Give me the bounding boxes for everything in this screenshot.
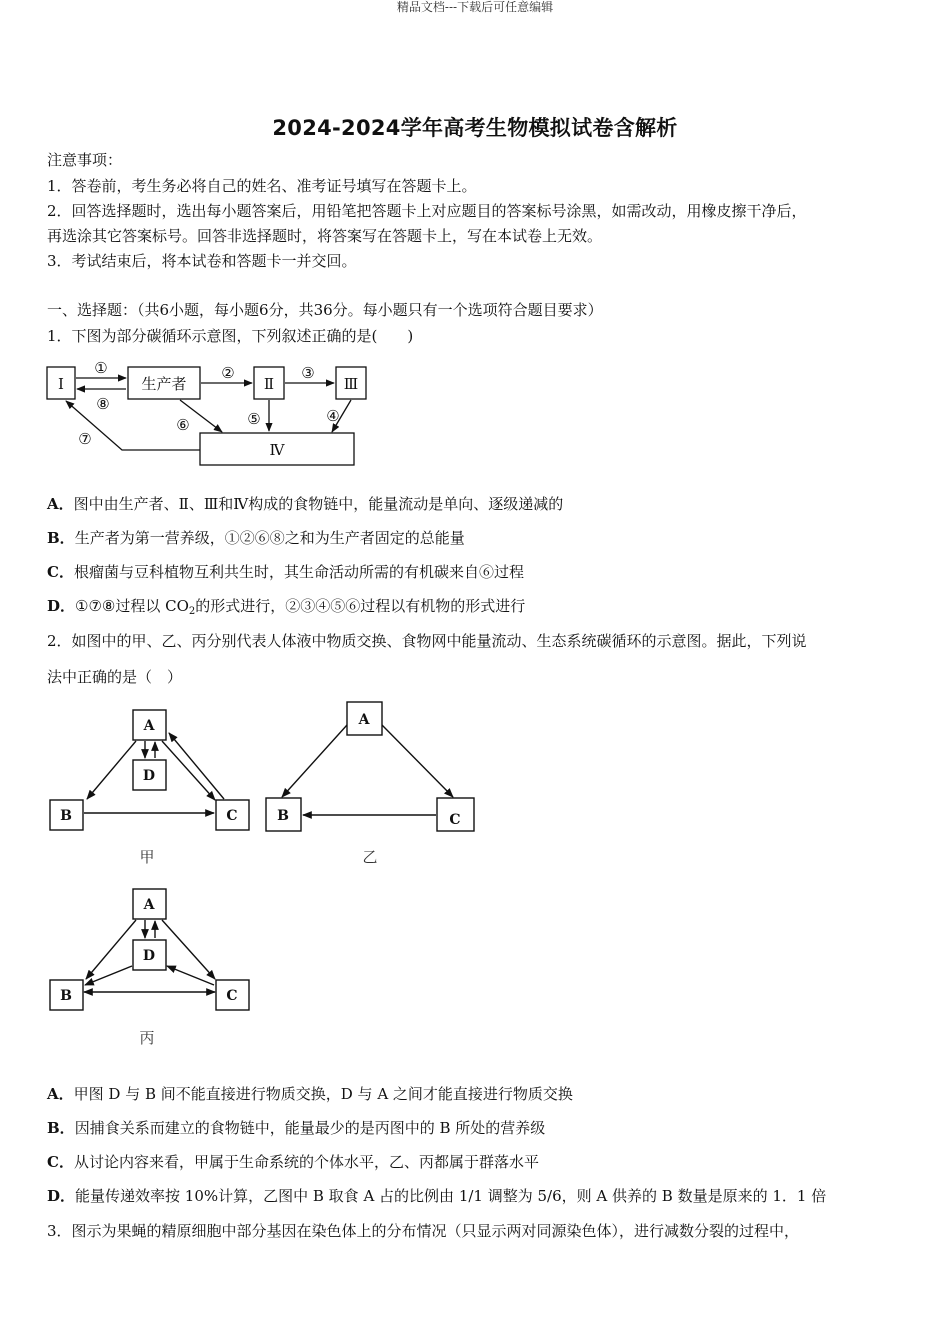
q2-option-a: A．甲图 D 与 B 间不能直接进行物质交换，D 与 A 之间才能直接进行物质交换 [47, 1085, 573, 1103]
num-7: ⑦ [78, 430, 92, 448]
label-II: Ⅱ [263, 375, 275, 393]
section-heading: 一、选择题：（共6小题，每小题6分，共36分。每小题只有一个选项符合题目要求） [47, 301, 603, 319]
jia-B: B [60, 808, 72, 824]
num-6: ⑥ [176, 416, 190, 434]
page-title: 2024-2024学年高考生物模拟试卷含解析 [272, 116, 678, 140]
bing-C: C [226, 988, 238, 1004]
label-III: Ⅲ [343, 375, 359, 393]
question-3-stem: 3．图示为果蝇的精原细胞中部分基因在染色体上的分布情况（只显示两对同源染色体），进行减数分裂的过程中， [47, 1222, 800, 1240]
jia-D: D [142, 768, 156, 784]
q2-option-b: B．因捕食关系而建立的食物链中，能量最少的是丙图中的 B 所处的营养级 [47, 1119, 546, 1137]
bing-B: B [60, 988, 72, 1004]
question-1-stem: 1．下图为部分碳循环示意图，下列叙述正确的是( ) [47, 327, 414, 345]
q1-option-d: D．①⑦⑧过程以 $CO_2$的形式进行，②③④⑤⑥过程以有机物的形式进行 [47, 597, 526, 617]
yi-A: A [358, 712, 370, 728]
q1-option-c: C．根瘤菌与豆科植物互利共生时，其生命活动所需的有机碳来自⑥过程 [47, 563, 524, 581]
caption-jia: 甲 [139, 848, 155, 866]
jia-C: C [226, 808, 238, 824]
num-3: ③ [301, 364, 315, 382]
num-2: ② [221, 364, 235, 382]
bing-A: A [143, 897, 155, 913]
label-I: Ⅰ [58, 375, 64, 393]
q1-option-a: A．图中由生产者、Ⅱ、Ⅲ和Ⅳ构成的食物链中，能量流动是单向、逐级递减的 [47, 495, 564, 513]
note-item: 再选涂其它答案标号。回答非选择题时，将答案写在答题卡上，写在本试卷上无效。 [47, 227, 603, 245]
num-8: ⑧ [96, 395, 110, 413]
q1-option-b: B．生产者为第一营养级，①②⑥⑧之和为生产者固定的总能量 [47, 529, 465, 547]
num-1: ① [94, 359, 108, 377]
question-2-stem-cont: 法中正确的是（ ） [47, 668, 183, 686]
q2-option-d: D．能量传递效率按 10%计算，乙图中 B 取食 A 占的比例由 1/1 调整为 5/6，则 A 供养的 B 数量是原来的 1．1 倍 [47, 1187, 827, 1205]
num-5: ⑤ [247, 410, 261, 428]
note-item: 1．答卷前，考生务必将自己的姓名、准考证号填写在答题卡上。 [47, 177, 477, 195]
yi-B: B [277, 808, 289, 824]
note-item: 2．回答选择题时，选出每小题答案后，用铅笔把答题卡上对应题目的答案标号涂黑，如需改动，用橡皮擦干净后， [47, 202, 807, 220]
jia-A: A [143, 718, 155, 734]
q2-option-c: C．从讨论内容来看，甲属于生命系统的个体水平，乙、丙都属于群落水平 [47, 1153, 539, 1171]
label-IV: Ⅳ [269, 441, 285, 459]
caption-bing: 丙 [139, 1029, 155, 1047]
yi-C: C [449, 812, 461, 828]
notes-heading: 注意事项： [47, 151, 123, 169]
diagram-yi [266, 702, 474, 831]
question-2-stem: 2．如图中的甲、乙、丙分别代表人体液中物质交换、食物网中能量流动、生态系统碳循环的示意图。据此，下列说 [47, 632, 807, 650]
label-producer: 生产者 [141, 375, 187, 393]
note-item: 3．考试结束后，将本试卷和答题卡一并交回。 [47, 252, 357, 270]
num-4: ④ [326, 407, 340, 425]
page-header: 精品文档---下载后可任意编辑 [396, 0, 554, 14]
caption-yi: 乙 [362, 848, 378, 866]
bing-D: D [142, 948, 156, 964]
